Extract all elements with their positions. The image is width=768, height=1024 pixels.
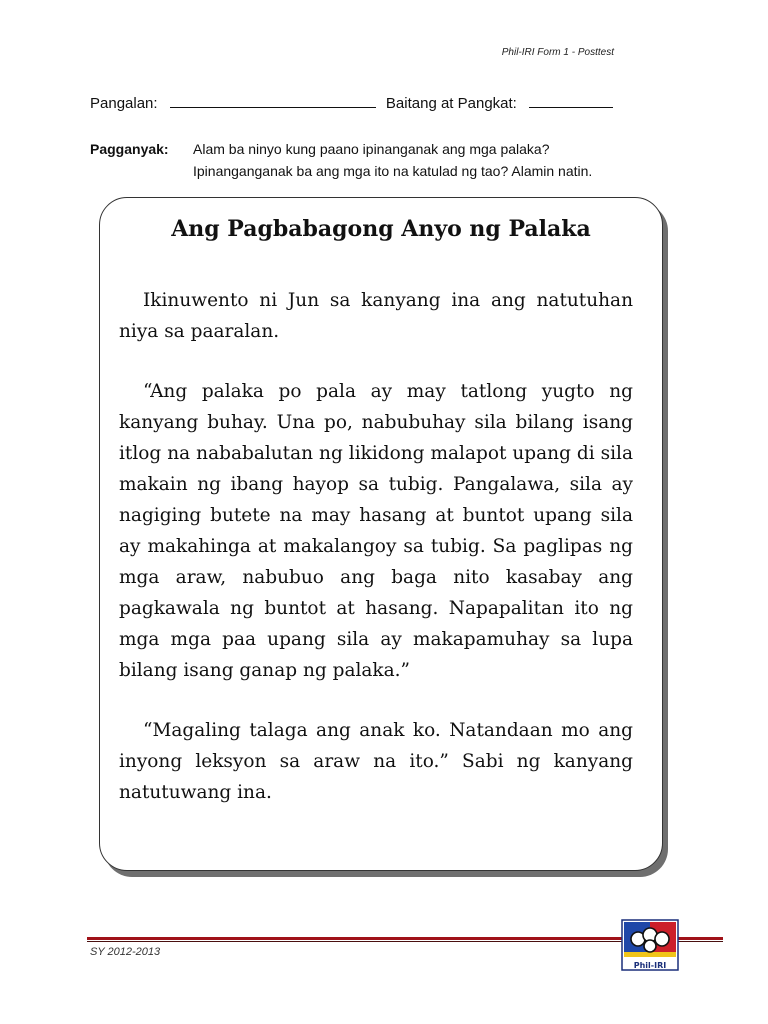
logo-text: Phil-IRI (633, 961, 667, 970)
grade-blank[interactable] (529, 93, 613, 108)
story-body (119, 285, 633, 837)
phil-iri-logo (621, 919, 679, 971)
student-info-row (90, 93, 613, 112)
motivation-label: Pagganyak: (90, 141, 169, 157)
school-year: SY 2012-2013 (90, 946, 161, 958)
motivation-line-1: Alam ba ninyo kung paano ipinanganak ang mga palaka? (193, 141, 550, 157)
motivation-line-2: Ipinanganganak ba ang mga ito na katulad ng tao? Alamin natin. (193, 163, 593, 179)
name-blank[interactable] (170, 93, 376, 108)
story-paragraph: Ikinuwento ni Jun sa kanyang ina ang natutuhan niya sa paaralan. (119, 290, 633, 342)
story-box (99, 197, 663, 871)
form-identifier: Phil-IRI Form 1 - Posttest (501, 47, 614, 58)
grade-label: Baitang at Pangkat: (385, 95, 517, 112)
story-paragraph: “Magaling talaga ang anak ko. Natandaan mo ang inyong leksyon sa araw na ito.” Sabi ng kanyang natutuwang ina. (119, 720, 633, 803)
story-paragraph: “Ang palaka po pala ay may tatlong yugto ng kanyang buhay. Una po, nabubuhay sila bilang isang itlog na nababalutan ng likidong malapot upang di sila makain ng ibang hayop sa tubig. Pangalawa, sila ay nagiging butete na may hasang at buntot upang sila ay makahinga at makalangoy sa tubig. Sa paglipas ng mga araw, nabubuo ang baga nito kasabay ang pagkawala ng buntot at hasang. Napapalitan ito ng mga mga paa upang sila ay makapamuhay sa lupa bilang isang ganap ng palaka.” (119, 381, 633, 681)
motivation-section (90, 138, 710, 182)
name-label: Pangalan: (90, 95, 158, 112)
story-title: Ang Pagbabagong Anyo ng Palaka (171, 216, 591, 242)
